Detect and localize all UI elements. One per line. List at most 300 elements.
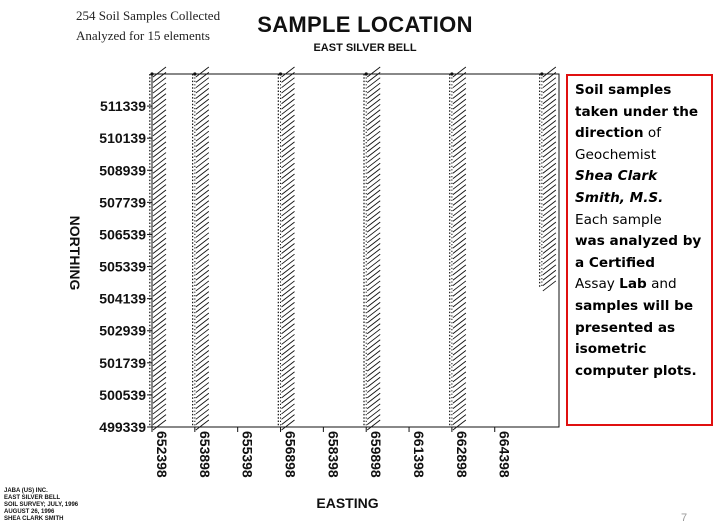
sample-label [153,153,166,163]
sample-label [153,195,166,205]
sample-label [153,244,166,254]
sample-label [453,88,466,98]
sample-label [453,276,466,286]
sample-label [153,94,166,104]
sample-label [153,174,166,184]
sample-label [543,281,556,291]
sample-label [153,292,166,302]
sample-label [196,345,209,355]
sample-label [453,174,466,184]
sample-label [153,99,166,109]
sample-label [153,254,166,264]
sample-label [282,169,295,179]
sample-label [453,185,466,195]
sample-label [543,120,556,130]
sample-label [543,227,556,237]
sample-label [543,110,556,120]
sample-label [153,227,166,237]
sample-label [367,110,380,120]
sample-label [196,158,209,168]
sample-label [543,190,556,200]
sample-label [543,169,556,179]
sample-label [196,420,209,430]
sample-label [153,190,166,200]
sample-label [196,260,209,270]
sample-label [453,227,466,237]
sample-label [367,254,380,264]
sample-label [367,260,380,270]
sample-label [153,345,166,355]
sample-label [453,281,466,291]
sample-label [543,254,556,264]
sample-point [279,72,282,75]
sample-label [282,372,295,382]
sample-label [196,179,209,189]
sample-label [367,163,380,173]
sample-label [282,147,295,157]
sample-label [282,217,295,227]
x-tick-label: 658398 [325,431,342,478]
sample-label [153,383,166,393]
sample-label [153,276,166,286]
sample-label [282,361,295,371]
sample-label [367,340,380,350]
sample-label [282,265,295,275]
sample-label [367,377,380,387]
sample-label [367,270,380,280]
sample-label [153,361,166,371]
sample-label [282,110,295,120]
sample-label [282,88,295,98]
sample-label [543,211,556,221]
sample-label [196,169,209,179]
y-tick-label: 510139 [99,130,146,147]
sample-label [282,404,295,414]
sample-label [196,372,209,382]
sample-label [196,404,209,414]
sample-label [282,420,295,430]
sample-label [153,270,166,280]
chart-subtitle: EAST SILVER BELL [313,42,417,54]
sample-label [196,120,209,130]
sample-label [543,260,556,270]
x-tick-label: 659898 [368,431,385,478]
sample-label [282,249,295,259]
sample-label [196,367,209,377]
sample-label [453,420,466,430]
sample-label [153,169,166,179]
note-line: presented as [575,319,676,336]
sample-label [282,276,295,286]
sample-label [453,302,466,312]
sample-label [282,393,295,403]
sample-label [153,249,166,259]
sample-label [453,292,466,302]
sample-label [196,206,209,216]
x-tick-label: 653898 [196,431,213,478]
sample-label [367,356,380,366]
sample-label [543,67,556,77]
sample-label [543,88,556,98]
sample-label [453,409,466,419]
footer-line: SHEA CLARK SMITH [4,516,64,522]
sample-label [543,99,556,109]
sample-label [282,238,295,248]
sample-label [196,115,209,125]
y-tick-label: 511339 [100,98,146,115]
sample-label [453,404,466,414]
sample-label [196,110,209,120]
sample-label [453,137,466,147]
sample-label [453,142,466,152]
note-line: and [651,276,677,293]
y-tick-label: 506539 [99,226,146,243]
sample-label [453,308,466,318]
sample-point [540,72,543,75]
sample-label [282,137,295,147]
sample-label [196,415,209,425]
sample-label [367,286,380,296]
sample-label [196,334,209,344]
sample-label [282,83,295,93]
sample-label [453,78,466,88]
sample-label [367,78,380,88]
sample-label [282,227,295,237]
sample-label [153,206,166,216]
sample-label [367,318,380,328]
y-tick-label: 500539 [99,386,146,403]
sample-label [543,142,556,152]
survey-footer [4,488,78,523]
note-line: Each sample [575,211,662,228]
sample-label [453,233,466,243]
sample-label [453,201,466,211]
note-line: Shea Clark [575,168,658,185]
note-line: isometric [575,341,647,358]
sample-label [153,233,166,243]
sample-label [153,404,166,414]
sample-label [196,265,209,275]
x-tick-label: 652398 [154,431,170,478]
sample-label [153,238,166,248]
sample-label [196,211,209,221]
sample-label [453,131,466,141]
sample-label [543,126,556,136]
sample-label [367,179,380,189]
sample-label [196,324,209,334]
sample-label [453,206,466,216]
sample-label [153,340,166,350]
sample-label [196,297,209,307]
sample-label [543,222,556,232]
sample-label [282,153,295,163]
note-line: . [691,362,697,379]
sample-label [282,99,295,109]
sample-label [282,334,295,344]
sample-label [153,163,166,173]
sample-label [196,233,209,243]
sample-label [282,318,295,328]
sample-label [282,179,295,189]
sample-label [282,163,295,173]
sample-label [282,158,295,168]
sample-label [196,393,209,403]
y-tick-label: 499339 [99,419,146,435]
sample-label [196,238,209,248]
sample-label [196,190,209,200]
sample-label [453,270,466,280]
sample-label [282,308,295,318]
sample-label [367,292,380,302]
sample-label [367,409,380,419]
sample-label [367,217,380,227]
sample-label [543,153,556,163]
sample-label [153,217,166,227]
sample-label [543,147,556,157]
sample-label [153,399,166,409]
sample-label [153,131,166,141]
sample-label [282,185,295,195]
sample-label [282,313,295,323]
sample-label [367,227,380,237]
sample-label [367,147,380,157]
sample-label [367,383,380,393]
sample-label [367,185,380,195]
sample-label [196,222,209,232]
sample-label [453,388,466,398]
sample-label [196,163,209,173]
sample-label [453,222,466,232]
sample-label [282,383,295,393]
sample-label [453,94,466,104]
sample-label [543,270,556,280]
sample-label [453,265,466,275]
sample-label [543,276,556,286]
sample-label [367,297,380,307]
sample-label [282,281,295,291]
sample-label [196,329,209,339]
footer-line: JABA (US) INC. [4,488,48,494]
sample-label [453,345,466,355]
sample-label [453,372,466,382]
x-tick-label: 662898 [453,431,470,478]
x-tick-label: 661398 [411,431,428,478]
sample-label [367,195,380,205]
note-line: computer plots [575,362,692,379]
sample-label [543,217,556,227]
sample-label [367,276,380,286]
sample-label [367,334,380,344]
footer-line: AUGUST 26, 1996 [4,509,55,515]
sample-label [153,308,166,318]
sample-count-text: 254 Soil Samples Collected [76,8,221,23]
sample-label [367,153,380,163]
sample-label [543,94,556,104]
sample-label [196,227,209,237]
sample-label [367,324,380,334]
sample-label [153,286,166,296]
sample-label [196,292,209,302]
sample-label [367,174,380,184]
sample-label [453,83,466,93]
sample-label [282,222,295,232]
credit-note-box [566,74,713,426]
sample-label [453,318,466,328]
sample-label [153,115,166,125]
sample-label [153,260,166,270]
sample-label [153,367,166,377]
sample-label [453,377,466,387]
note-line: Soil samples [575,82,672,98]
sample-label [367,415,380,425]
sample-label [196,88,209,98]
sample-label [543,83,556,93]
sample-label [453,334,466,344]
sample-label [453,393,466,403]
sample-label [543,244,556,254]
note-line: samples will be [575,297,694,314]
sample-label [282,244,295,254]
sample-label [153,179,166,189]
sample-label [543,195,556,205]
plot-frame [152,74,559,427]
sample-label [453,254,466,264]
sample-point [150,72,153,75]
sample-label [367,249,380,259]
sample-label [153,201,166,211]
x-tick-label: 664398 [496,431,513,478]
sample-label [453,329,466,339]
sample-label [282,388,295,398]
sample-label [543,265,556,275]
sample-label [282,195,295,205]
sample-label [367,388,380,398]
sample-label [153,88,166,98]
sample-label [153,297,166,307]
note-line: taken under the [575,103,699,120]
sample-label [453,260,466,270]
sample-label [282,286,295,296]
sample-label [196,383,209,393]
sample-label [453,190,466,200]
sample-label [453,99,466,109]
sample-label [453,286,466,296]
sample-label [453,110,466,120]
sample-label [196,361,209,371]
sample-label [153,377,166,387]
footer-line: SOIL SURVEY; JULY, 1996 [4,502,79,508]
sample-label [282,415,295,425]
y-tick-label: 508939 [99,162,146,179]
sample-label [153,222,166,232]
sample-label [543,233,556,243]
element-count-text: Analyzed for 15 elements [76,28,210,43]
sample-label [153,420,166,430]
sample-label [367,142,380,152]
sample-label [196,350,209,360]
note-line: Assay [575,276,615,293]
sample-label [453,169,466,179]
sample-label [367,99,380,109]
sample-label [153,372,166,382]
y-tick-label: 504139 [99,290,146,307]
sample-label [543,163,556,173]
sample-label [196,195,209,205]
sample-label [367,115,380,125]
sample-label [543,137,556,147]
sample-label [367,201,380,211]
sample-label [196,286,209,296]
sample-label [196,254,209,264]
sample-label [367,158,380,168]
sample-label [367,308,380,318]
sample-label [453,120,466,130]
sample-label [367,222,380,232]
sample-label [153,211,166,221]
sample-label [453,163,466,173]
sample-label [153,334,166,344]
sample-label [282,142,295,152]
sample-label [153,110,166,120]
sample-label [196,99,209,109]
sample-label [367,131,380,141]
sample-label [196,313,209,323]
sample-label [453,340,466,350]
sample-label [196,356,209,366]
sample-label [453,297,466,307]
sample-label [543,185,556,195]
sample-label [453,115,466,125]
sample-label [282,302,295,312]
note-line: was analyzed by [575,233,702,250]
sample-label [153,142,166,152]
sample-label [367,367,380,377]
sample-label [196,147,209,157]
sample-label [367,94,380,104]
sample-point [365,72,368,75]
sample-label [196,399,209,409]
sample-label [453,147,466,157]
note-line: Geochemist [575,146,657,163]
sample-label [453,179,466,189]
sample-label [282,233,295,243]
sample-label [153,185,166,195]
note-line: Smith, M.S. [575,189,664,206]
sample-label [153,409,166,419]
sample-label [153,302,166,312]
sample-label [282,190,295,200]
sample-label [153,313,166,323]
sample-label [367,329,380,339]
sample-label [453,211,466,221]
sample-label [282,174,295,184]
sample-label [153,356,166,366]
sample-label [196,276,209,286]
x-tick-label: 656898 [282,431,299,478]
sample-label [153,329,166,339]
sample-label [543,201,556,211]
sample-label [367,67,380,77]
sample-label [367,281,380,291]
sample-label [153,120,166,130]
sample-label [543,179,556,189]
sample-label [196,83,209,93]
sample-label [367,345,380,355]
sample-label [453,350,466,360]
sample-label [196,201,209,211]
sample-label [367,302,380,312]
sample-label [196,185,209,195]
